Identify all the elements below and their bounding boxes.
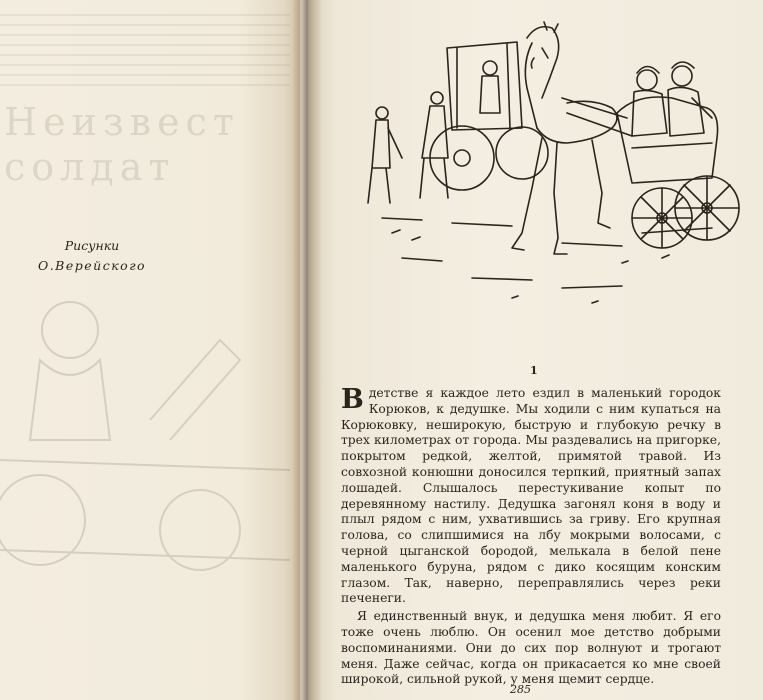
body-text [341,386,721,688]
left-page [0,0,300,700]
paragraph-1 [341,386,721,607]
horse-carriage-illustration [362,18,742,318]
chapter-number: 1 [530,364,538,377]
bleed-through-sketch [0,300,290,600]
bleed-through-title-2: солдат [4,145,176,189]
credit-line-2: О.Верейского [37,258,147,273]
illustrator-credit [22,236,162,276]
paragraph-2: Я единственный внук, и дедушка меня любит. Я его тоже очень люблю. Он осенил мое детство добрыми воспоминаниями. Они до сих пор волнуют и трогают меня. Даже сейчас, когда он прикасается ко мне своей широкой, сильной рукой, у меня щемит сердце. [341,609,721,687]
page-number: 285 [510,683,531,696]
bleed-through-title-1: Неизвест [4,100,240,144]
book-gutter [292,0,322,700]
paragraph-1-text: детстве я каждое лето ездил в маленький городок Корюков, к дедушке. Мы ходили с ним купаться на Корюковку, неширокую, быструю и глубокую речку в трех километрах от города. Мы раздевались на пригорке, покрытом редкой, желтой, примятой травой. Из совхозной конюшни доносился терпкий, приятный запах лошадей. Слышалось перестукивание копыт по деревянному настилу. Дедушка загонял коня в воду и плыл рядом с ним, ухватившись за гриву. Его крупная голова, со слипшимися на лбу мокрыми волосами, с черной цыганской бородой, мелькала в белой пене маленького буруна, рядом с дико косящим конским глазом. Так, наверно, переправлялись через реки печенеги. [341,386,721,606]
credit-line-1: Рисунки [64,238,120,253]
drop-cap: В [341,384,364,415]
bleed-through-lines [0,6,290,94]
